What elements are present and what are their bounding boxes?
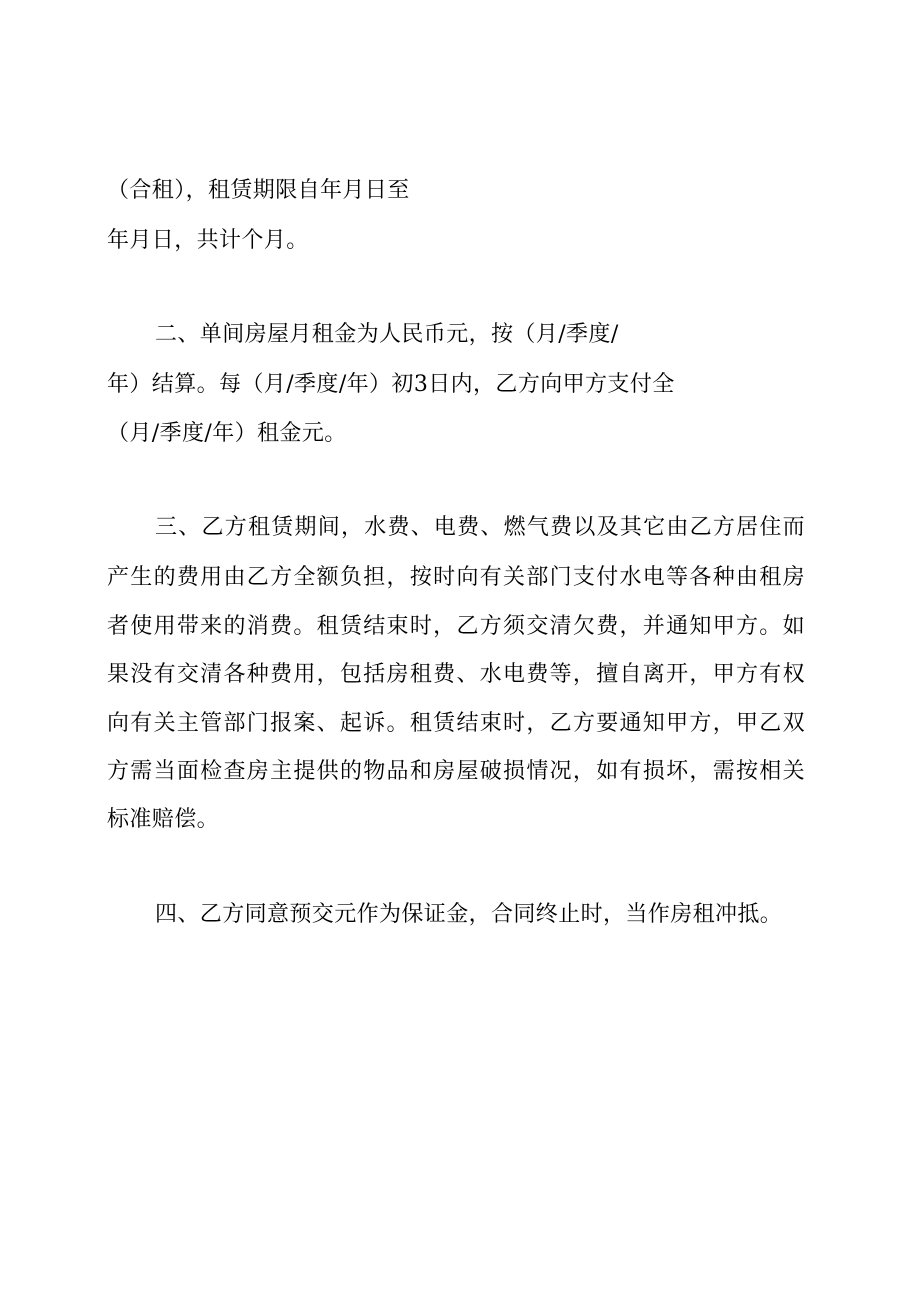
section-four-line-1: 四、乙方同意预交元作为保证金，合同终止时，当作房租冲抵。 bbox=[155, 902, 783, 927]
section-three-line-1: 三、乙方租赁期间，水费、电费、燃气费以及其它由乙方居住而 bbox=[155, 515, 805, 540]
section-three-line-3: 者使用带来的消费。租赁结束时，乙方须交清欠费，并通知甲方。如 bbox=[107, 614, 805, 639]
section-three-line-4: 果没有交清各种费用，包括房租费、水电费等，擅自离开，甲方有权 bbox=[107, 662, 805, 687]
section-two-line-2: 年）结算。每（月/季度/年）初3日内，乙方向甲方支付全 bbox=[107, 372, 675, 397]
section-one-line-1: （合租），租赁期限自年月日至 bbox=[107, 178, 410, 203]
section-one-line-2: 年月日，共计个月。 bbox=[107, 228, 309, 253]
section-two-line-3: （月/季度/年）租金元。 bbox=[107, 421, 347, 446]
section-three-line-6: 方需当面检查房主提供的物品和房屋破损情况，如有损坏，需按相关 bbox=[107, 759, 805, 784]
section-three-line-5: 向有关主管部门报案、起诉。租赁结束时，乙方要通知甲方，甲乙双 bbox=[107, 711, 805, 736]
section-three-line-7: 标准赔偿。 bbox=[107, 807, 220, 832]
section-two-line-1: 二、单间房屋月租金为人民币元，按（月/季度/ bbox=[155, 322, 619, 347]
section-three-line-2: 产生的费用由乙方全额负担，按时向有关部门支付水电等各种由租房 bbox=[107, 565, 805, 590]
